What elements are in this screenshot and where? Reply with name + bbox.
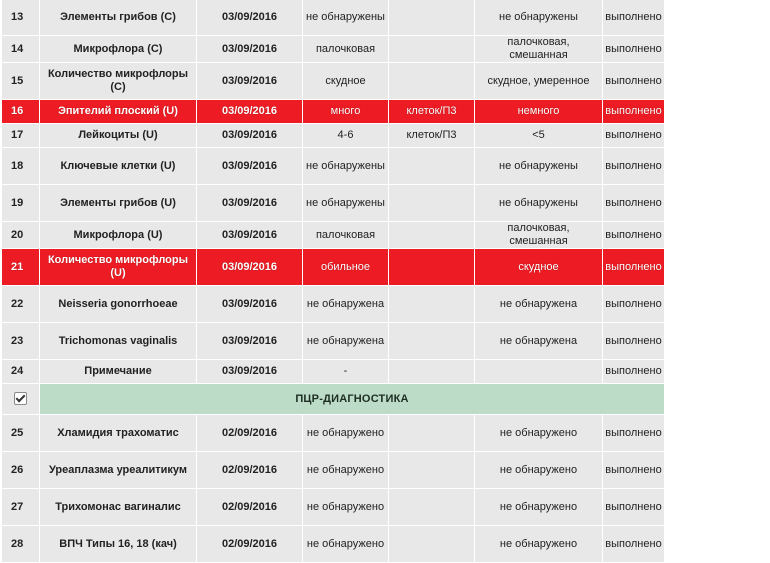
status-text: выполнено: [603, 124, 665, 148]
reference-value: <5: [475, 124, 603, 148]
table-row: [2, 148, 665, 185]
table-row: [2, 526, 665, 563]
table-row-abnormal: [2, 100, 665, 124]
test-date: 02/09/2016: [197, 489, 303, 526]
result-unit: [389, 222, 475, 249]
result-unit: клеток/П3: [389, 124, 475, 148]
row-number: 15: [2, 63, 40, 100]
row-number: 20: [2, 222, 40, 249]
test-date: 03/09/2016: [197, 222, 303, 249]
reference-value: не обнаружено: [475, 526, 603, 563]
table-row: [2, 222, 665, 249]
reference-value: скудное, умеренное: [475, 63, 603, 100]
status-text: выполнено: [603, 185, 665, 222]
row-number: 19: [2, 185, 40, 222]
result-unit: [389, 185, 475, 222]
test-name: Примечание: [40, 360, 197, 384]
test-date: 03/09/2016: [197, 148, 303, 185]
test-name: Neisseria gonorrhoeae: [40, 286, 197, 323]
result-value: обильное: [303, 249, 389, 286]
test-date: 02/09/2016: [197, 415, 303, 452]
status-text: выполнено: [603, 148, 665, 185]
row-number: 13: [2, 0, 40, 36]
reference-value: не обнаружены: [475, 148, 603, 185]
result-value: не обнаружена: [303, 323, 389, 360]
result-unit: [389, 0, 475, 36]
status-text: выполнено: [603, 63, 665, 100]
section-header-row: [2, 384, 665, 415]
result-value: не обнаружена: [303, 286, 389, 323]
status-text: выполнено: [603, 100, 665, 124]
reference-value: немного: [475, 100, 603, 124]
table-row: [2, 124, 665, 148]
row-number: 28: [2, 526, 40, 563]
result-value: не обнаружено: [303, 489, 389, 526]
status-text: выполнено: [603, 415, 665, 452]
reference-value: не обнаружена: [475, 286, 603, 323]
table-row: [2, 489, 665, 526]
test-date: 03/09/2016: [197, 185, 303, 222]
status-text: выполнено: [603, 249, 665, 286]
status-text: выполнено: [603, 360, 665, 384]
reference-value: не обнаружены: [475, 185, 603, 222]
reference-value: не обнаружены: [475, 0, 603, 36]
table-row: [2, 360, 665, 384]
reference-value: [475, 360, 603, 384]
row-number: 23: [2, 323, 40, 360]
test-date: 02/09/2016: [197, 452, 303, 489]
test-name: Микрофлора (U): [40, 222, 197, 249]
reference-value: не обнаружено: [475, 415, 603, 452]
test-name: Уреаплазма уреалитикум: [40, 452, 197, 489]
result-value: палочковая: [303, 36, 389, 63]
test-date: 03/09/2016: [197, 100, 303, 124]
result-value: 4-6: [303, 124, 389, 148]
result-unit: [389, 286, 475, 323]
row-number: 26: [2, 452, 40, 489]
result-value: не обнаружены: [303, 185, 389, 222]
test-name: Элементы грибов (U): [40, 185, 197, 222]
result-unit: [389, 452, 475, 489]
test-date: 03/09/2016: [197, 63, 303, 100]
result-unit: [389, 360, 475, 384]
table-row: [2, 36, 665, 63]
result-unit: клеток/П3: [389, 100, 475, 124]
reference-value: не обнаружено: [475, 489, 603, 526]
test-date: 03/09/2016: [197, 249, 303, 286]
reference-value: палочковая, смешанная: [475, 36, 603, 63]
result-value: -: [303, 360, 389, 384]
reference-value: палочковая, смешанная: [475, 222, 603, 249]
status-text: выполнено: [603, 36, 665, 63]
status-text: выполнено: [603, 222, 665, 249]
test-name: Эпителий плоский (U): [40, 100, 197, 124]
result-unit: [389, 415, 475, 452]
results-table: [2, 0, 665, 563]
reference-value: не обнаружено: [475, 452, 603, 489]
row-number: 25: [2, 415, 40, 452]
row-number: 18: [2, 148, 40, 185]
result-value: палочковая: [303, 222, 389, 249]
result-value: не обнаружены: [303, 0, 389, 36]
result-value: не обнаружено: [303, 415, 389, 452]
table-row: [2, 0, 665, 36]
test-name: Количество микрофлоры (С): [40, 63, 197, 100]
test-date: 03/09/2016: [197, 0, 303, 36]
result-value: скудное: [303, 63, 389, 100]
test-date: 03/09/2016: [197, 286, 303, 323]
test-name: Трихомонас вагиналис: [40, 489, 197, 526]
test-name: Trichomonas vaginalis: [40, 323, 197, 360]
table-row: [2, 286, 665, 323]
section-title: ПЦР-ДИАГНОСТИКА: [40, 384, 665, 415]
row-number: 21: [2, 249, 40, 286]
reference-value: скудное: [475, 249, 603, 286]
status-text: выполнено: [603, 452, 665, 489]
test-date: 03/09/2016: [197, 124, 303, 148]
test-name: Элементы грибов (С): [40, 0, 197, 36]
status-text: выполнено: [603, 286, 665, 323]
row-number: 17: [2, 124, 40, 148]
table-row: [2, 323, 665, 360]
test-name: ВПЧ Типы 16, 18 (кач): [40, 526, 197, 563]
result-unit: [389, 249, 475, 286]
row-number: 27: [2, 489, 40, 526]
test-name: Количество микрофлоры (U): [40, 249, 197, 286]
test-date: 02/09/2016: [197, 526, 303, 563]
table-row: [2, 63, 665, 100]
row-number: 22: [2, 286, 40, 323]
result-unit: [389, 323, 475, 360]
result-value: не обнаружено: [303, 452, 389, 489]
result-unit: [389, 526, 475, 563]
row-number: 14: [2, 36, 40, 63]
result-value: много: [303, 100, 389, 124]
test-name: Хламидия трахоматис: [40, 415, 197, 452]
section-checkbox[interactable]: [14, 392, 27, 405]
test-name: Лейкоциты (U): [40, 124, 197, 148]
table-row-abnormal: [2, 249, 665, 286]
status-text: выполнено: [603, 526, 665, 563]
table-row: [2, 452, 665, 489]
row-number: 16: [2, 100, 40, 124]
result-unit: [389, 148, 475, 185]
row-number: 24: [2, 360, 40, 384]
status-text: выполнено: [603, 489, 665, 526]
test-date: 03/09/2016: [197, 323, 303, 360]
result-unit: [389, 36, 475, 63]
reference-value: не обнаружена: [475, 323, 603, 360]
result-unit: [389, 63, 475, 100]
section-checkbox-cell[interactable]: [2, 384, 40, 415]
table-row: [2, 185, 665, 222]
table-row: [2, 415, 665, 452]
result-value: не обнаружено: [303, 526, 389, 563]
test-date: 03/09/2016: [197, 360, 303, 384]
status-text: выполнено: [603, 0, 665, 36]
test-name: Ключевые клетки (U): [40, 148, 197, 185]
result-value: не обнаружены: [303, 148, 389, 185]
test-date: 03/09/2016: [197, 36, 303, 63]
result-unit: [389, 489, 475, 526]
status-text: выполнено: [603, 323, 665, 360]
test-name: Микрофлора (С): [40, 36, 197, 63]
